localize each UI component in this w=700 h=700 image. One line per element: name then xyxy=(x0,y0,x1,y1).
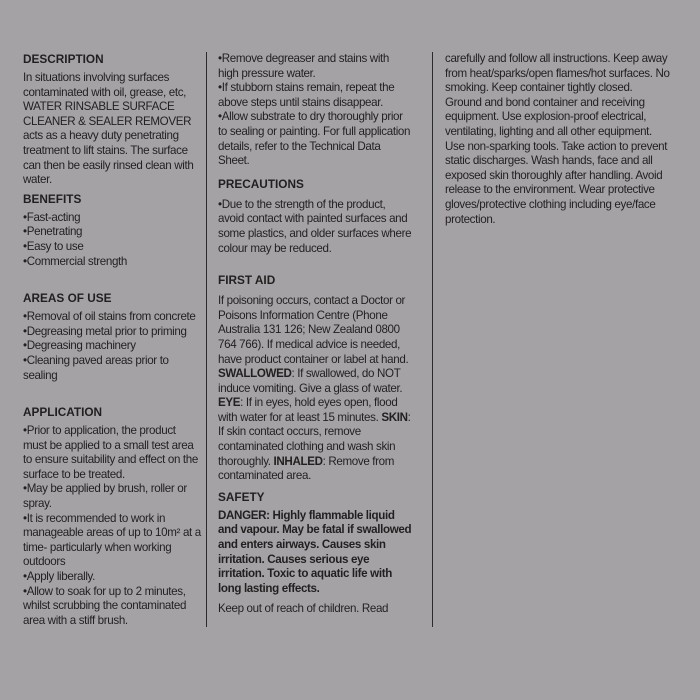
first-aid-intro: If poisoning occurs, contact a Doctor or Poisons Information Centre (Phone Australia 131 126; New Zealand 0800 764 766). If medical advice is needed, have product container or label at hand. xyxy=(218,294,409,366)
precautions-text: •Due to the strength of the product, avoid contact with painted surfaces and some plastics, and older surfaces where colour may be reduced. xyxy=(218,197,412,255)
inhaled-label: INHALED xyxy=(273,454,323,468)
list-item: •May be applied by brush, roller or spray. xyxy=(23,482,187,511)
list-item: •Degreasing machinery xyxy=(23,339,136,353)
first-aid-heading: FIRST AID xyxy=(218,273,276,288)
areas-of-use-list xyxy=(23,310,201,383)
swallowed-text: : If swallowed, do NOT induce vomiting. Give a glass of water. xyxy=(218,367,403,395)
column-divider-left xyxy=(206,52,207,627)
list-item: •Fast-acting xyxy=(23,210,81,224)
precautions-heading: PRECAUTIONS xyxy=(218,176,304,191)
list-item: •Removal of oil stains from concrete xyxy=(23,310,196,324)
list-item: •Cleaning paved areas prior to sealing xyxy=(23,353,169,382)
column-3 xyxy=(445,52,670,227)
benefits-list xyxy=(23,211,201,269)
list-item: •Allow substrate to dry thoroughly prior to sealing or painting. For full application details, refer to the Technical Data Sheet. xyxy=(218,110,411,168)
swallowed-label: SWALLOWED xyxy=(218,367,292,381)
benefits-heading: BENEFITS xyxy=(23,191,82,206)
list-item: •Allow to soak for up to 2 minutes, whilst scrubbing the contaminated area with a stiff brush. xyxy=(23,584,187,627)
description-text: In situations involving surfaces contaminated with oil, grease, etc, WATER RINSABLE SURFACE CLEANER & SEALER REMOVER acts as a heavy duty penetrating treatment to lift stains. The surface can then be easily rinsed clean with water. xyxy=(23,71,194,187)
first-aid-text xyxy=(218,294,412,484)
list-item: •If stubborn stains remain, repeat the above steps until stains disappear. xyxy=(218,81,395,109)
list-item: •Easy to use xyxy=(23,239,84,253)
skin-text: : If skin contact occurs, remove contaminated clothing and wash skin thoroughly. xyxy=(218,410,411,468)
application-list xyxy=(23,424,201,628)
list-item: •It is recommended to work in manageable areas of up to 10m² at a time- particularly when working outdoors xyxy=(23,511,201,569)
safety-continued-text: carefully and follow all instructions. Keep away from heat/sparks/open flames/hot surfaces. No smoking. Keep container tightly closed. Ground and bond container and receiving equipment. Use explosion-proof electrical, ventilating, lighting and all other equipment. Use non-sparking tools. Take action to prevent static discharges. Wash hands, face and all exposed skin thoroughly after handling. Avoid release to the environment. Wear protective gloves/protective clothing including eye/face protection. xyxy=(445,52,670,226)
column-divider-right xyxy=(432,52,433,627)
inhaled-text: : Remove from contaminated area. xyxy=(218,454,395,483)
areas-of-use-heading: AREAS OF USE xyxy=(23,291,112,306)
application-heading: APPLICATION xyxy=(23,405,103,420)
description-heading: DESCRIPTION xyxy=(23,52,104,66)
list-item: •Commercial strength xyxy=(23,254,128,268)
danger-statement: DANGER: Highly flammable liquid and vapour. May be fatal if swallowed and enters airways. Causes skin irritation. Causes serious eye irritation. Toxic to aquatic life with long lasting effects. xyxy=(218,508,412,595)
skin-label: SKIN xyxy=(381,410,408,424)
column-2 xyxy=(218,52,412,617)
list-item: •Prior to application, the product must be applied to a small test area to ensure suitability and effect on the surface to be treated. xyxy=(23,424,198,481)
keep-out-text: Keep out of reach of children. Read xyxy=(218,602,389,616)
column-1 xyxy=(23,52,201,628)
eye-text: : If in eyes, hold eyes open, flood with water for at least 15 minutes. xyxy=(218,396,398,424)
safety-heading: SAFETY xyxy=(218,489,265,504)
list-item: •Degreasing metal prior to priming xyxy=(23,324,187,338)
application-continued-list xyxy=(218,52,412,169)
eye-label: EYE xyxy=(218,396,241,410)
list-item: •Remove degreaser and stains with high pressure water. xyxy=(218,52,390,80)
list-item: •Penetrating xyxy=(23,225,83,239)
list-item: •Apply liberally. xyxy=(23,570,95,584)
